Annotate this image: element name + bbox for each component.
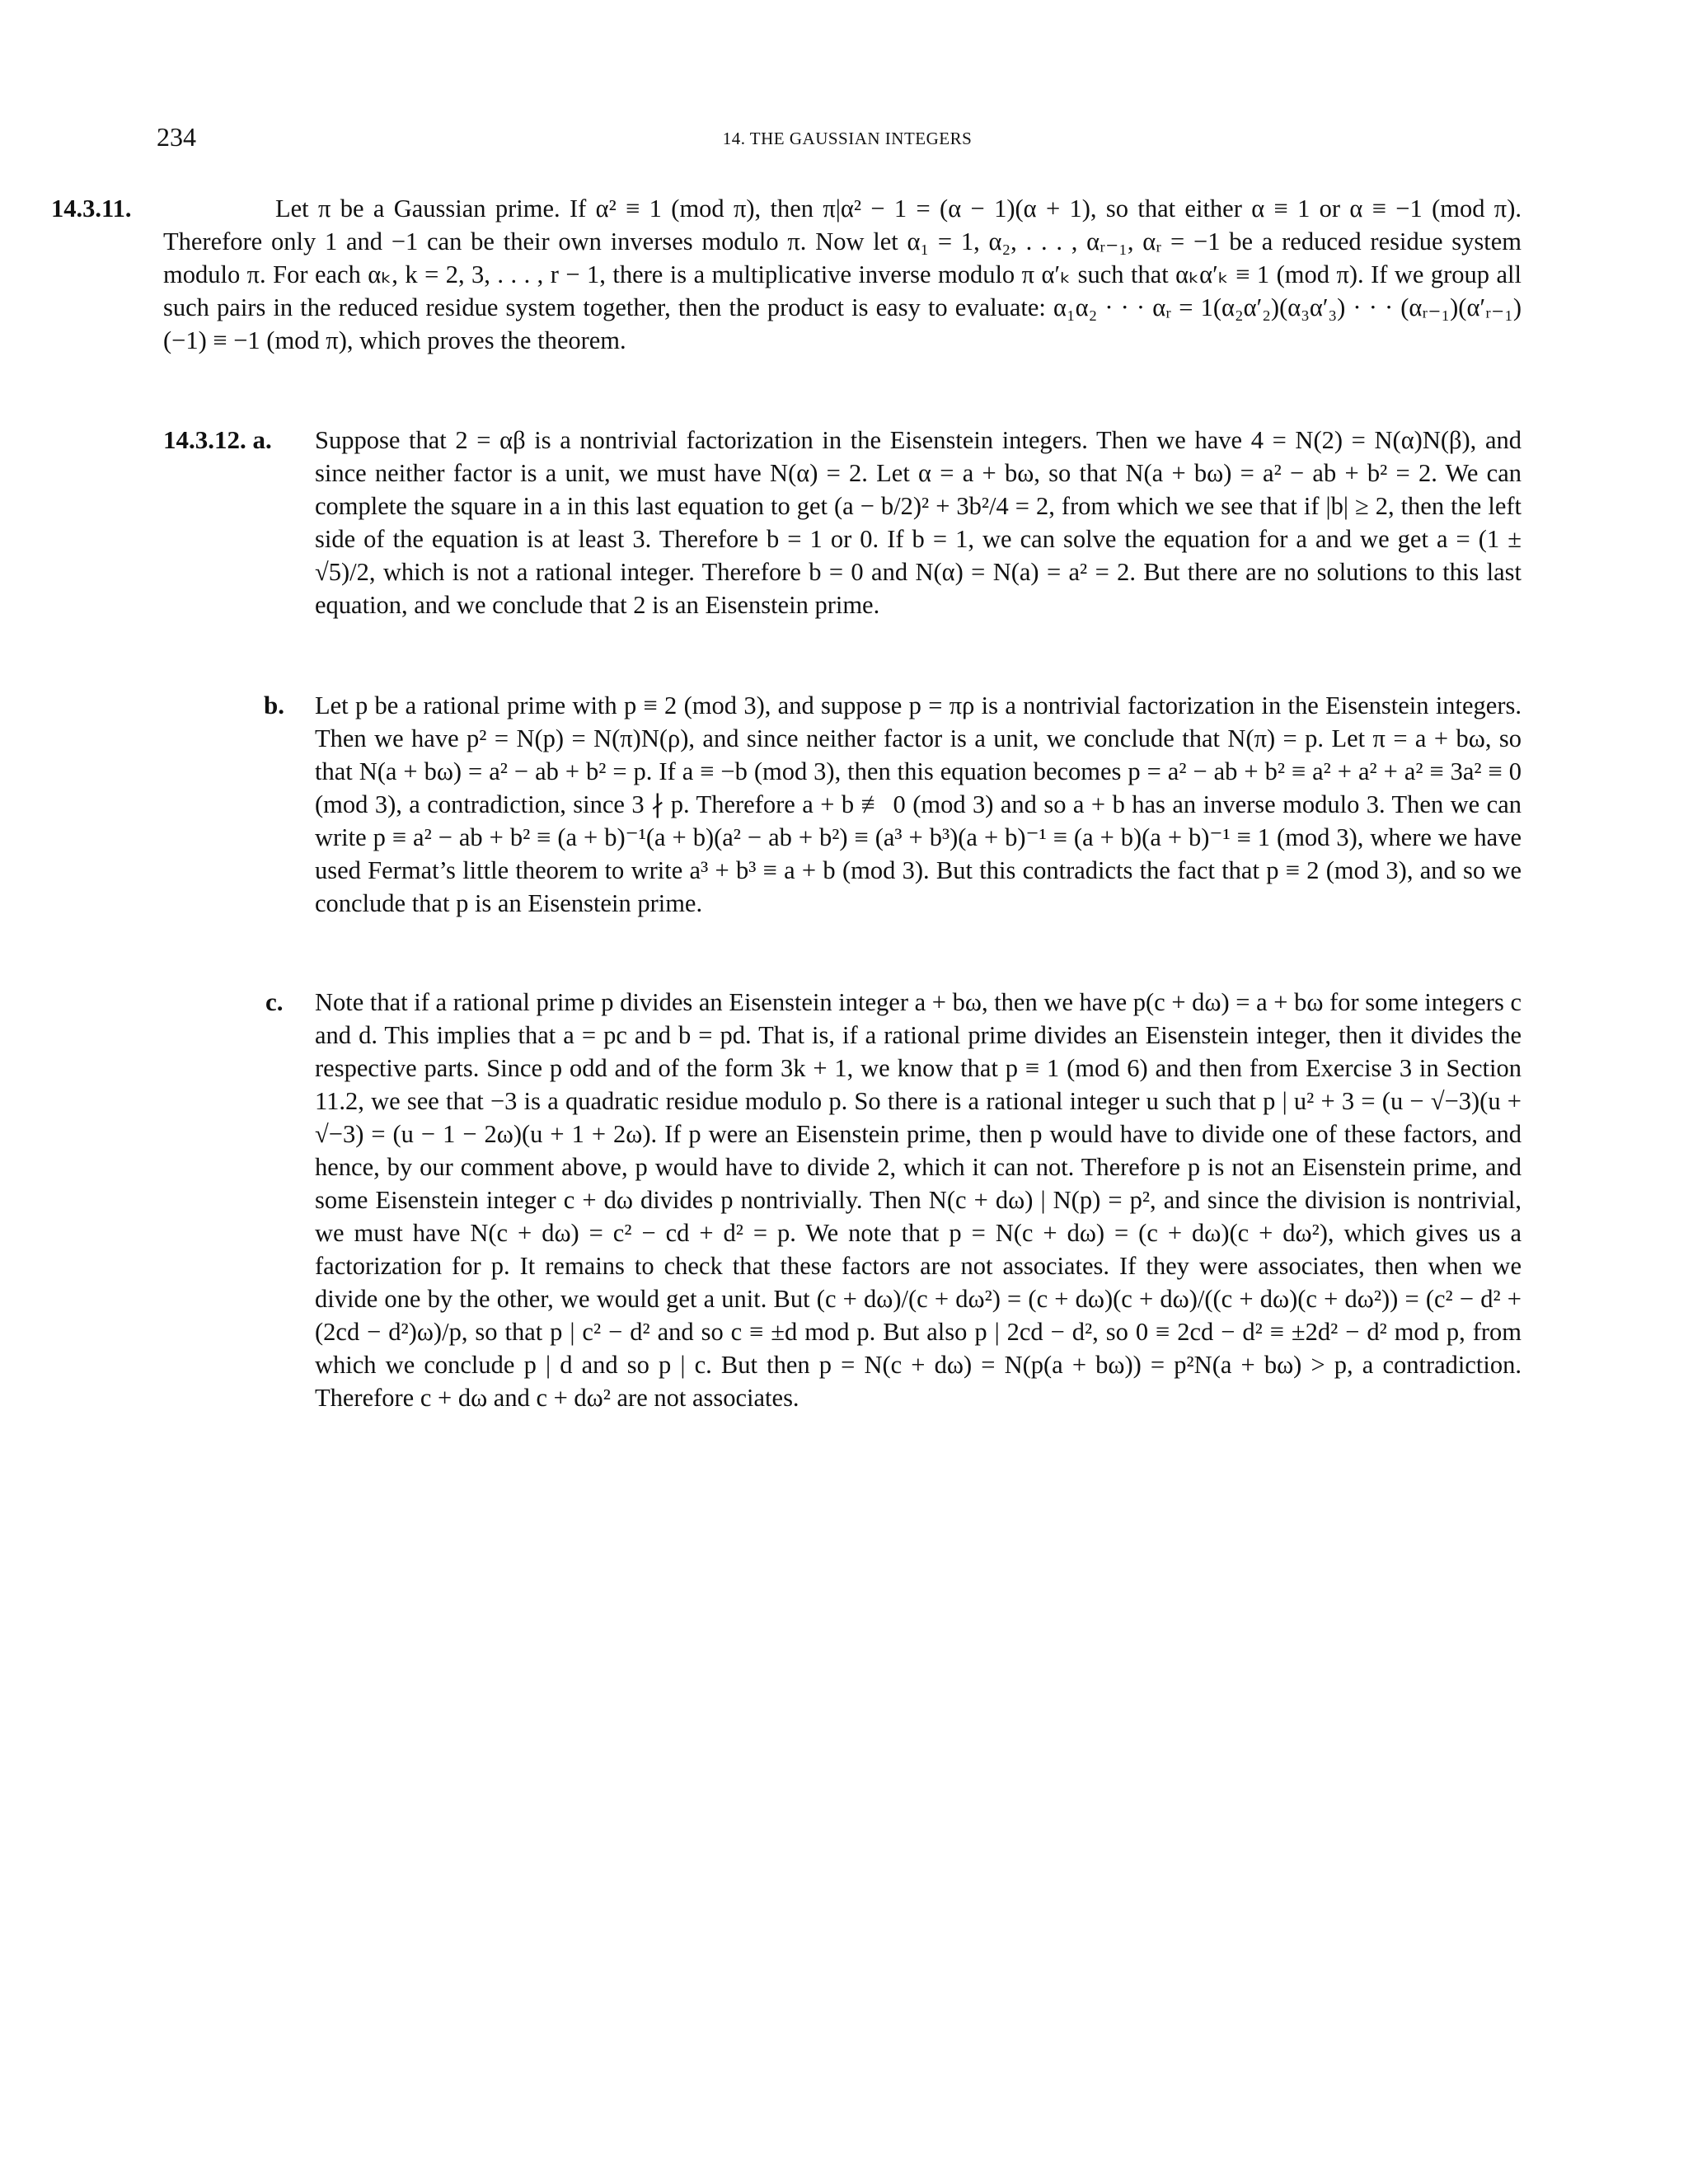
exercise-label: 14.3.11. [51, 194, 132, 223]
exercise-body: Note that if a rational prime p divides an Eisenstein integer a + bω, then we have p(c + dω) = a + bω for some integers c and d. This implies that a = pc and b = pd. That is, if a rational prime divides an Eisenstein integer, then it divides the respective parts. Since p odd and of the form 3k + 1, we know that p ≡ 1 (mod 6) and then from Exercise 3 in Section 11.2, we see that −3 is a quadratic residue modulo p. So there is a rational integer u such that p | u² + 3 = (u − √−3)(u + √−3) = (u − 1 − 2ω)(u + 1 + 2ω). If p were an Eisenstein prime, then p would have to divide one of these factors, and hence, by our comment above, p would have to divide 2, which it can not. Therefore p is not an Eisenstein prime, and some Eisenstein integer c + dω divides p nontrivially. Then N(c + dω) | N(p) = p², and since the division is nontrivial, we must have N(c + dω) = c² − cd + d² = p. We note that p = N(c + dω) = (c + dω)(c + dω²), which gives us a factorization for p. It remains to check that these factors are not associates. If they were associates, then when we divide one by the other, we would get a unit. But (c + dω)/(c + dω²) = (c + dω)(c + dω)/((c + dω)(c + dω²)) = (c² − d² + (2cd − d²)ω)/p, so that p | c² − d² and so c ≡ ±d mod p. But also p | 2cd − d², so 0 ≡ 2cd − d² ≡ ±2d² − d² mod p, from which we conclude p | d and so p | c. But then p = N(c + dω) = N(p(a + bω)) = p²N(a + bω) > p, a contradiction. Therefore c + dω and c + dω² are not associates. [315, 988, 1522, 1412]
exercise-label: c. [265, 987, 284, 1016]
page-header [157, 122, 1538, 163]
page-number: 234 [157, 122, 196, 152]
exercise-body: Suppose that 2 = αβ is a nontrivial factorization in the Eisenstein integers. Then we have 4 = N(2) = N(α)N(β), and since neither factor is a unit, we must have N(α) = 2. Let α = a + bω, so that N(a + bω) = a² − ab + b² = 2. We can complete the square in a in this last equation to get (a − b/2)² + 3b²/4 = 2, from which we see that if |b| ≥ 2, then the left side of the equation is at least 3. Therefore b = 1 or 0. If b = 1, we can solve the equation for a and we get a = (1 ± √5)/2, which is not a rational integer. Therefore b = 0 and N(α) = N(a) = a² = 2. But there are no solutions to this last equation, and we conclude that 2 is an Eisenstein prime. [315, 426, 1522, 619]
exercise-body: Let p be a rational prime with p ≡ 2 (mod 3), and suppose p = πρ is a nontrivial factorization in the Eisenstein integers. Then we have p² = N(p) = N(π)N(ρ), and since neither factor is a unit, we conclude that N(π) = p. Let π = a + bω, so that N(a + bω) = a² − ab + b² = p. If a ≡ −b (mod 3), then this equation becomes p = a² − ab + b² ≡ a² + a² + a² ≡ 3a² ≡ 0 (mod 3), a contradiction, since 3 ∤ p. Therefore a + b ≢ 0 (mod 3) and so a + b has an inverse modulo 3. Then we can write p ≡ a² − ab + b² ≡ (a + b)⁻¹(a + b)(a² − ab + b²) ≡ (a³ + b³)(a + b)⁻¹ ≡ (a + b)(a + b)⁻¹ ≡ 1 (mod 3), where we have used Fermat’s little theorem to write a³ + b³ ≡ a + b (mod 3). But this contradicts the fact that p ≡ 2 (mod 3), and so we conclude that p is an Eisenstein prime. [315, 691, 1522, 917]
exercise-label: 14.3.12. a. [163, 425, 272, 454]
exercise-label: b. [264, 691, 284, 719]
exercise-text [51, 192, 1522, 357]
running-head: 14. THE GAUSSIAN INTEGERS [722, 129, 973, 148]
exercise-body: Let π be a Gaussian prime. If α² ≡ 1 (mod π), then π|α² − 1 = (α − 1)(α + 1), so that either α ≡ 1 or α ≡ −1 (mod π). Therefore only 1 and −1 can be their own inverses modulo π. Now let α₁ = 1, α₂, . . . , αᵣ₋₁, αᵣ = −1 be a reduced residue system modulo π. For each αₖ, k = 2, 3, . . . , r − 1, there is a multiplicative inverse modulo π α′ₖ such that αₖα′ₖ ≡ 1 (mod π). If we group all such pairs in the reduced residue system together, then the product is easy to evaluate: α₁α₂ · · · αᵣ = 1(α₂α′₂)(α₃α′₃) · · · (αᵣ₋₁)(α′ᵣ₋₁)(−1) ≡ −1 (mod π), which proves the theorem. [163, 194, 1522, 354]
